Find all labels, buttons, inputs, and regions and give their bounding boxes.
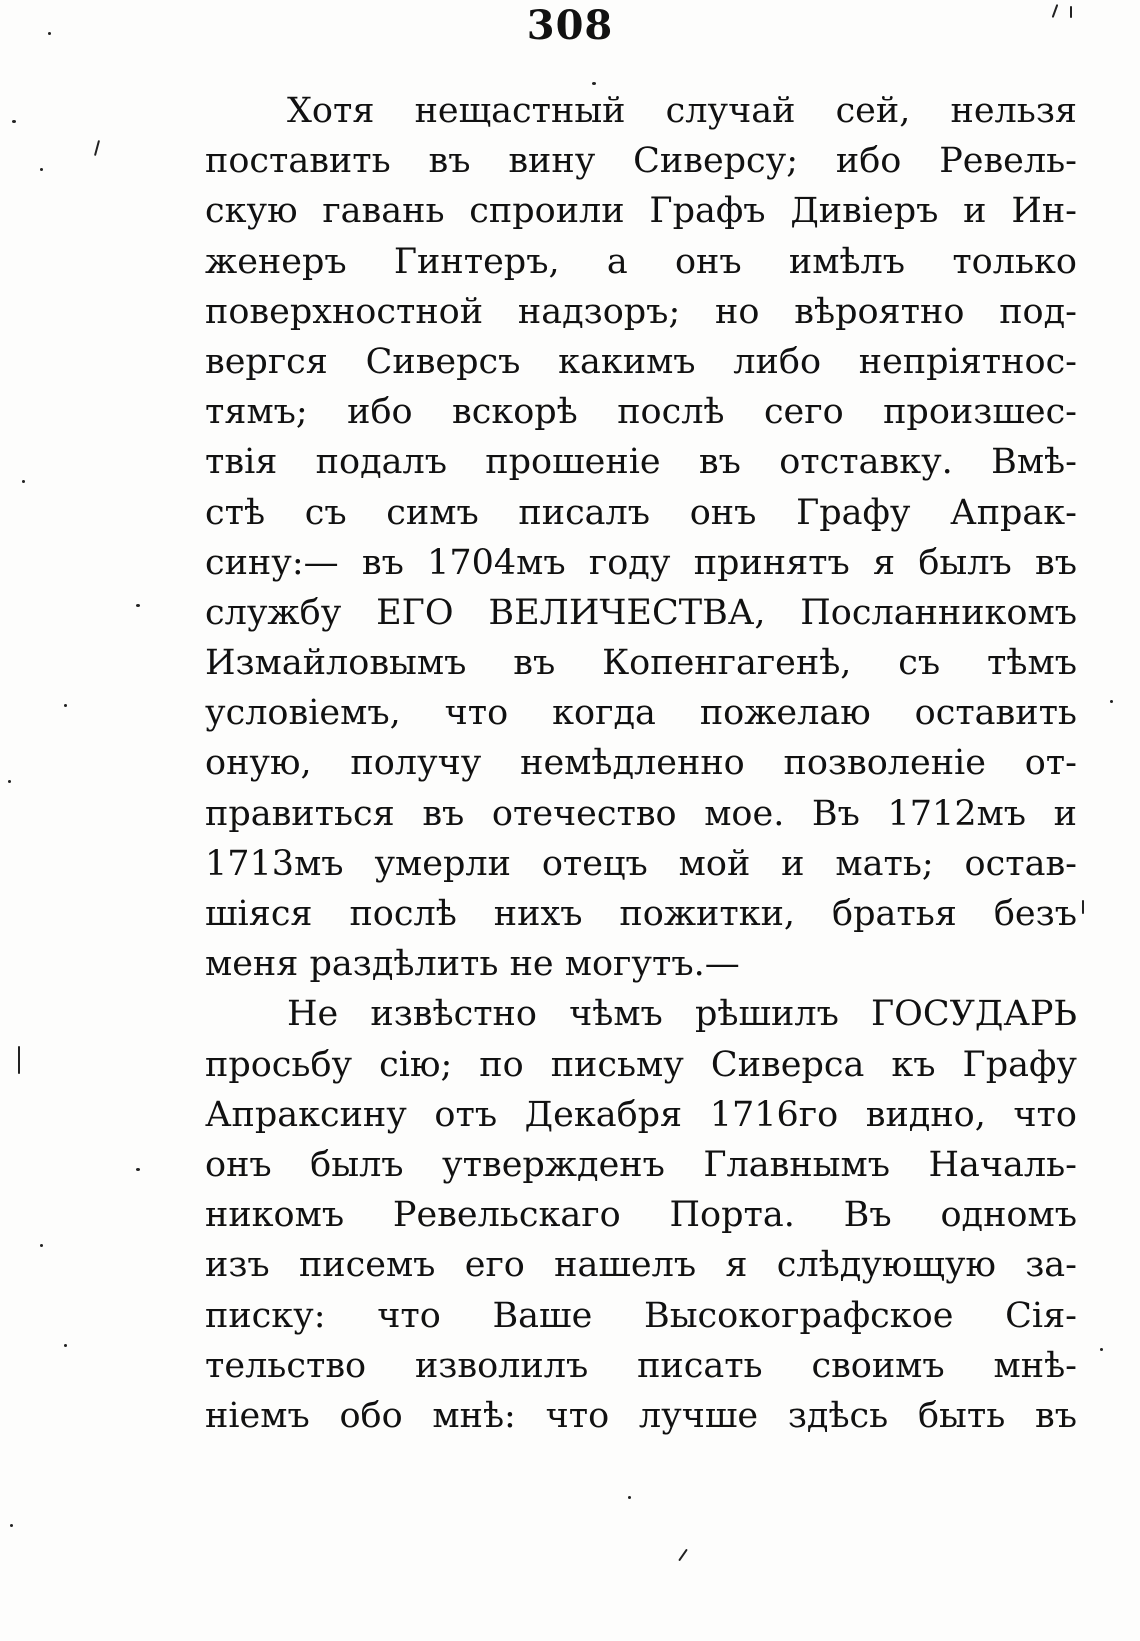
scan-mark <box>1070 6 1072 18</box>
scan-speck <box>136 604 140 607</box>
scan-speck <box>1100 1348 1103 1351</box>
text-line: вергся Сиверсъ какимъ либо непріятнос- <box>205 341 1077 382</box>
scan-speck <box>12 120 16 123</box>
scan-speck <box>64 704 67 707</box>
text-line: изъ писемъ его нашелъ я слѣдующую за- <box>205 1245 1077 1286</box>
text-line: ніемъ обо мнѣ: что лучше здѣсь быть въ <box>205 1395 1077 1436</box>
scan-speck <box>48 32 51 35</box>
scan-mark <box>1082 900 1084 914</box>
scan-speck <box>64 1344 67 1347</box>
text-line: просьбу сію; по письму Сиверса къ Графу <box>205 1044 1077 1085</box>
scan-mark <box>94 140 100 156</box>
text-line: Не извѣстно чѣмъ рѣшилъ ГОСУДАРЬ <box>287 994 1077 1035</box>
text-line: Измайловымъ въ Копенгагенѣ, съ тѣмъ <box>205 643 1077 684</box>
scan-speck <box>40 168 43 171</box>
text-line: условіемъ, что когда пожелаю оставить <box>205 693 1077 734</box>
text-line: меня раздѣлить не могутъ.— <box>205 944 740 985</box>
text-line: шіяся послѣ нихъ пожитки, братья безъ <box>205 894 1077 934</box>
scan-speck <box>628 1496 631 1499</box>
text-line: службу ЕГО ВЕЛИЧЕСТВА, Посланникомъ <box>205 592 1077 633</box>
text-line: тельство изволилъ писать своимъ мнѣ- <box>205 1345 1077 1386</box>
scan-speck <box>10 1524 13 1527</box>
scan-speck <box>592 82 596 85</box>
scan-mark <box>678 1549 688 1562</box>
page-number: 308 <box>526 2 614 49</box>
text-line: никомъ Ревельскаго Порта. Въ одномъ <box>205 1195 1077 1236</box>
scan-speck <box>1110 700 1113 703</box>
text-line: 1713мъ умерли отецъ мой и мать; остав- <box>205 843 1077 884</box>
text-line: оную, получу немѣдленно позволеніе от- <box>205 743 1077 784</box>
text-line: Хотя нещастный случай сей, нельзя <box>287 91 1077 131</box>
text-line: поставить въ вину Сиверсу; ибо Ревель- <box>205 141 1077 182</box>
text-line: стѣ съ симъ писалъ онъ Графу Апрак- <box>205 492 1077 533</box>
text-line: женеръ Гинтеръ, а онъ имѣлъ только <box>205 241 1077 282</box>
text-line: онъ былъ утвержденъ Главнымъ Началь- <box>205 1144 1077 1185</box>
text-line: твія подалъ прошеніе въ отставку. Вмѣ- <box>205 442 1077 483</box>
text-line: писку: что Ваше Высокографское Сія- <box>205 1295 1077 1336</box>
text-line: Апраксину отъ Декабря 1716го видно, что <box>205 1094 1077 1135</box>
text-line: тямъ; ибо вскорѣ послѣ сего произшес- <box>205 392 1077 433</box>
scan-speck <box>40 1244 43 1247</box>
text-line: правиться въ отечество мое. Въ 1712мъ и <box>205 793 1077 834</box>
body-text <box>205 86 1077 1441</box>
scan-mark <box>18 1046 20 1074</box>
text-line: скую гавань спроили Графъ Дивіеръ и Ин- <box>205 191 1077 232</box>
scan-speck <box>136 1168 140 1171</box>
text-line: поверхностной надзоръ; но вѣроятно под- <box>205 291 1077 332</box>
scan-speck <box>22 480 25 483</box>
scan-speck <box>8 780 11 783</box>
text-line: сину:— въ 1704мъ году принятъ я былъ въ <box>205 542 1077 583</box>
